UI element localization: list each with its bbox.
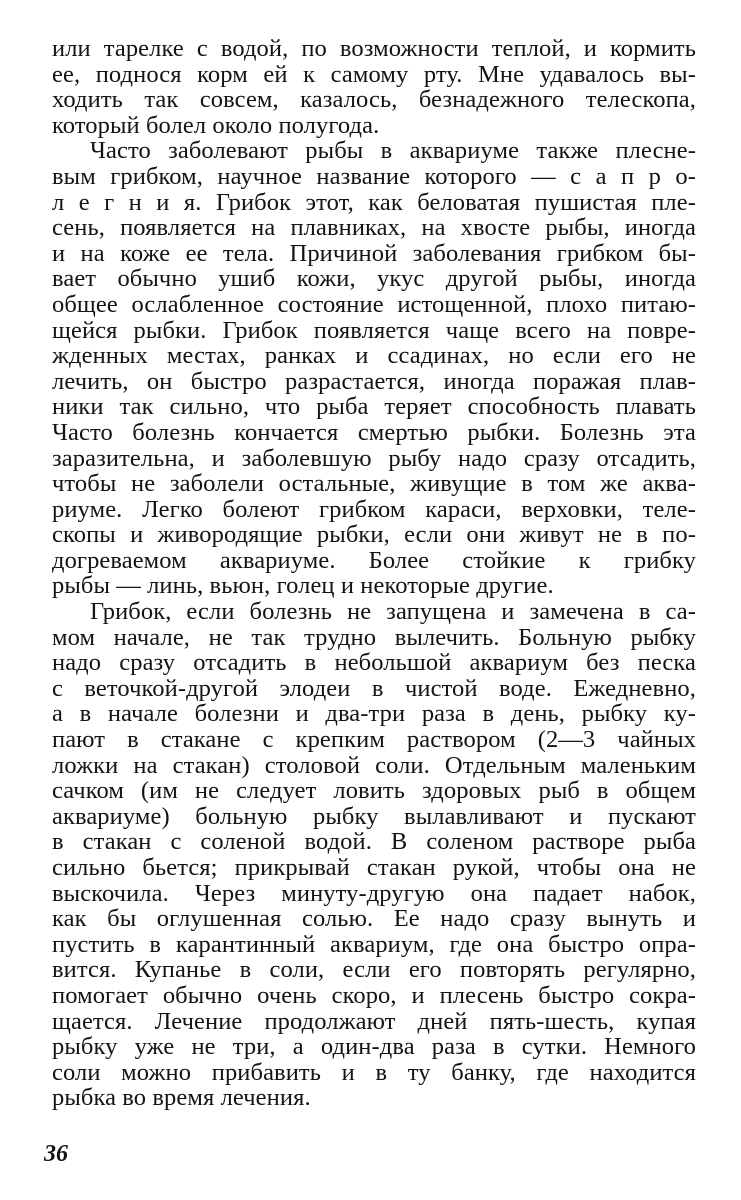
text-line: общее ослабленное состояние истощенной, плохо питаю- bbox=[52, 290, 696, 318]
text-line: риуме. Легко болеют грибком караси, верховки, теле- bbox=[52, 495, 696, 523]
text-line: который болел около полугода. bbox=[52, 111, 380, 139]
text-line: ее, поднося корм ей к самому рту. Мне удавалось вы- bbox=[52, 60, 696, 88]
paragraph bbox=[52, 138, 696, 599]
text-line: жденных местах, ранках и ссадинах, но если его не bbox=[52, 342, 696, 370]
page-number: 36 bbox=[44, 1141, 68, 1167]
text-line: ложки на стакан) столовой соли. Отдельным маленьким bbox=[52, 751, 696, 779]
text-line: скопы и живородящие рыбки, если они живут не в по- bbox=[52, 521, 696, 549]
text-line: Грибок, если болезнь не запущена и замечена в са- bbox=[90, 598, 696, 626]
text-line: ходить так совсем, казалось, безнадежного телескопа, bbox=[52, 86, 696, 114]
text-line: а в начале болезни и два-три раза в день, рыбку ку- bbox=[52, 700, 696, 728]
text-line: соли можно прибавить и в ту банку, где находится bbox=[52, 1058, 696, 1086]
text-line: и на коже ее тела. Причиной заболевания грибком бы- bbox=[52, 239, 696, 267]
paragraph bbox=[52, 599, 696, 1111]
text-line: пают в стакане с крепким раствором (2—3 чайных bbox=[52, 726, 696, 754]
text-line: чтобы не заболели остальные, живущие в том же аква- bbox=[52, 470, 696, 498]
text-line: мом начале, не так трудно вылечить. Больную рыбку bbox=[52, 623, 696, 651]
text-line: помогает обычно очень скоро, и плесень быстро сокра- bbox=[52, 981, 696, 1009]
text-line: л е г н и я. Грибок этот, как беловатая пушистая пле- bbox=[52, 188, 696, 216]
text-line: заразительна, и заболевшую рыбу надо сразу отсадить, bbox=[52, 444, 696, 472]
text-line: Часто заболевают рыбы в аквариуме также плесне- bbox=[90, 137, 696, 165]
text-line: рыбку уже не три, а один-два раза в сутки. Немного bbox=[52, 1033, 696, 1061]
text-line: выскочила. Через минуту-другую она падает набок, bbox=[52, 879, 696, 907]
text-line: или тарелке с водой, по возможности теплой, и кормить bbox=[52, 35, 696, 62]
text-line: рыбка во время лечения. bbox=[52, 1084, 311, 1112]
text-line: рыбы — линь, вьюн, голец и некоторые другие. bbox=[52, 572, 554, 600]
text-line: как бы оглушенная солью. Ее надо сразу вынуть и bbox=[52, 905, 696, 933]
text-line: Часто болезнь кончается смертью рыбки. Болезнь эта bbox=[52, 418, 696, 446]
text-line: надо сразу отсадить в небольшой аквариум без песка bbox=[52, 649, 696, 677]
text-line: сильно бьется; прикрывай стакан рукой, чтобы она не bbox=[52, 854, 696, 881]
text-line: сачком (им не следует ловить здоровых рыб в общем bbox=[52, 777, 696, 805]
text-line: аквариуме) больную рыбку вылавливают и пускают bbox=[52, 802, 696, 830]
text-line: догреваемом аквариуме. Более стойкие к грибку bbox=[52, 546, 696, 574]
text-line: с веточкой-другой элодеи в чистой воде. Ежедневно, bbox=[52, 674, 696, 702]
text-line: ники так сильно, что рыба теряет способность плавать bbox=[52, 393, 696, 421]
text-line: лечить, он быстро разрастается, иногда поражая плав- bbox=[52, 367, 696, 395]
text-line: вым грибком, научное название которого — с а п р о- bbox=[52, 162, 696, 190]
body-text bbox=[52, 36, 696, 1111]
text-line: щейся рыбки. Грибок появляется чаще всего на повре- bbox=[52, 316, 696, 344]
text-line: вает обычно ушиб кожи, укус другой рыбы, иногда bbox=[52, 265, 696, 293]
text-line: пустить в карантинный аквариум, где она быстро опра- bbox=[52, 930, 696, 958]
text-line: вится. Купанье в соли, если его повторять регулярно, bbox=[52, 956, 696, 984]
text-line: в стакан с соленой водой. В соленом растворе рыба bbox=[52, 828, 696, 856]
text-line: щается. Лечение продолжают дней пять-шесть, купая bbox=[52, 1007, 696, 1035]
text-line: сень, появляется на плавниках, на хвосте рыбы, иногда bbox=[52, 214, 696, 242]
paragraph bbox=[52, 36, 696, 138]
